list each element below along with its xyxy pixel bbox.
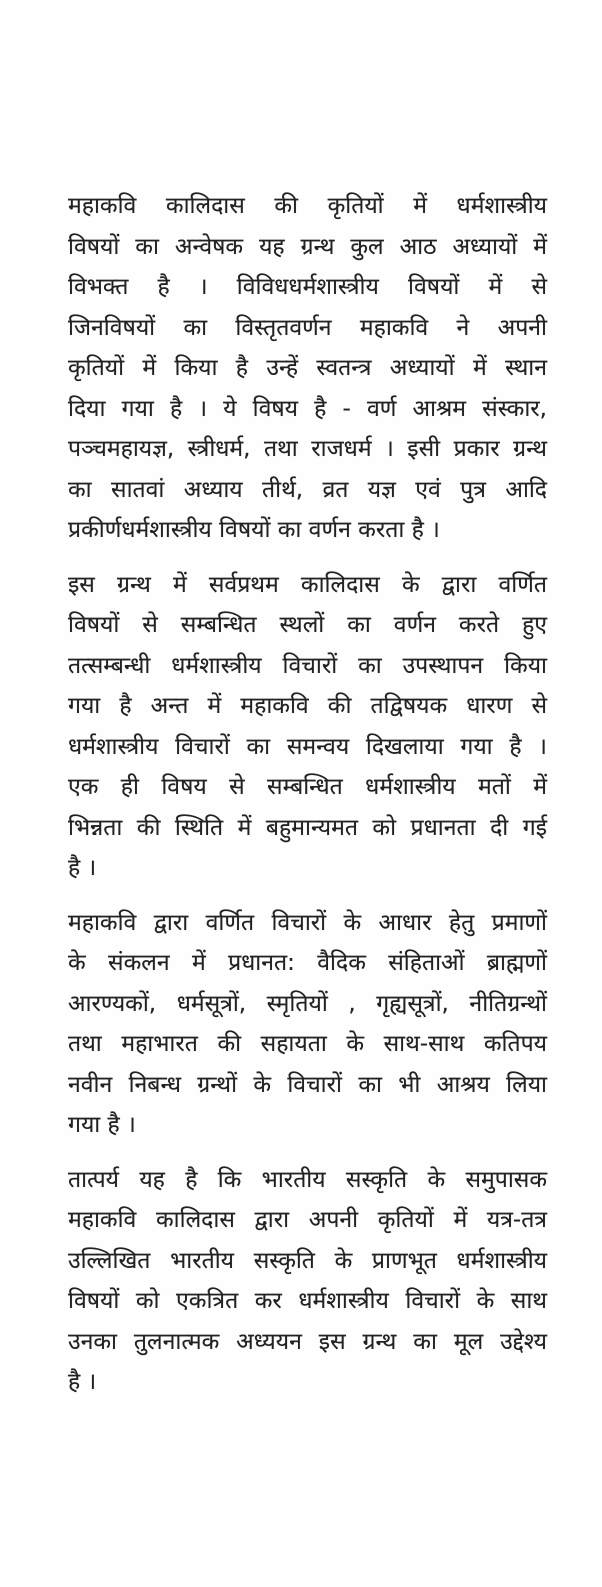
text-line: के संकलन में प्रधानत: वैदिक संहिताओं ब्राह्मणों xyxy=(68,950,547,976)
text-line: विषयों का अन्वेषक यह ग्रन्थ कुल आठ अध्यायों में xyxy=(68,233,547,260)
text-line: पञ्चमहायज्ञ, स्त्रीधर्म, तथा राजधर्म । इसी प्रकार ग्रन्थ xyxy=(68,436,547,462)
text-line: आरण्यकों, धर्मसूत्रों, स्मृतियों , गृह्यसूत्रों, नीतिग्रन्थों xyxy=(68,990,547,1017)
text-line: विषयों से सम्बन्धित स्थलों का वर्णन करते हुए xyxy=(68,612,547,638)
paragraph xyxy=(68,186,547,551)
text-line: महाकवि कालिदास की कृतियों में धर्मशास्त्रीय xyxy=(68,193,547,219)
text-line: विभक्त है । विविधधर्मशास्त्रीय विषयों में से xyxy=(68,274,547,300)
paragraph xyxy=(68,1160,547,1403)
text-line: है । xyxy=(68,855,97,881)
text-line: धर्मशास्त्रीय विचारों का समन्वय दिखलाया गया है । xyxy=(68,733,547,760)
text-line: विषयों को एकत्रित कर धर्मशास्त्रीय विचारों के साथ xyxy=(68,1288,547,1314)
text-line: दिया गया है । ये विषय है - वर्ण आश्रम संस्कार, xyxy=(68,395,547,422)
text-line: उल्लिखित भारतीय सस्कृति के प्राणभूत धर्मशास्त्रीय xyxy=(68,1247,547,1274)
text-line: प्रकीर्णधर्मशास्त्रीय विषयों का वर्णन करता है । xyxy=(68,517,440,543)
text-line: तथा महाभारत की सहायता के साथ-साथ कतिपय xyxy=(68,1031,547,1057)
text-line: तात्पर्य यह है कि भारतीय सस्कृति के समुपासक xyxy=(68,1166,547,1193)
paragraph xyxy=(68,903,547,1146)
document-text-block xyxy=(68,186,547,1403)
text-line: भिन्नता की स्थिति में बहुमान्यमत को प्रधानता दी गई xyxy=(68,814,547,841)
text-line: एक ही विषय से सम्बन्धित धर्मशास्त्रीय मतों में xyxy=(68,774,547,800)
text-line: जिनविषयों का विस्तृतवर्णन महाकवि ने अपनी xyxy=(68,314,547,341)
text-line: इस ग्रन्थ में सर्वप्रथम कालिदास के द्वारा वर्णित xyxy=(68,571,547,598)
text-line: गया है । xyxy=(68,1112,136,1138)
text-line: का सातवां अध्याय तीर्थ, व्रत यज्ञ एवं पुत्र आदि xyxy=(68,476,547,503)
text-line: महाकवि कालिदास द्वारा अपनी कृतियों में यत्र-तत्र xyxy=(68,1207,547,1233)
paragraph xyxy=(68,565,547,889)
text-line: गया है अन्त में महाकवि की तद्विषयक धारण से xyxy=(68,693,547,719)
text-line: कृतियों में किया है उन्हें स्वतन्त्र अध्यायों में स्थान xyxy=(68,355,547,381)
text-line: तत्सम्बन्धी धर्मशास्त्रीय विचारों का उपस्थापन किया xyxy=(68,652,547,679)
text-line: महाकवि द्वारा वर्णित विचारों के आधार हेतु प्रमाणों xyxy=(68,909,547,936)
text-line: उनका तुलनात्मक अध्ययन इस ग्रन्थ का मूल उद्देश्य xyxy=(68,1328,547,1355)
text-line: है । xyxy=(68,1369,97,1395)
text-line: नवीन निबन्ध ग्रन्थों के विचारों का भी आश्रय लिया xyxy=(68,1071,547,1098)
